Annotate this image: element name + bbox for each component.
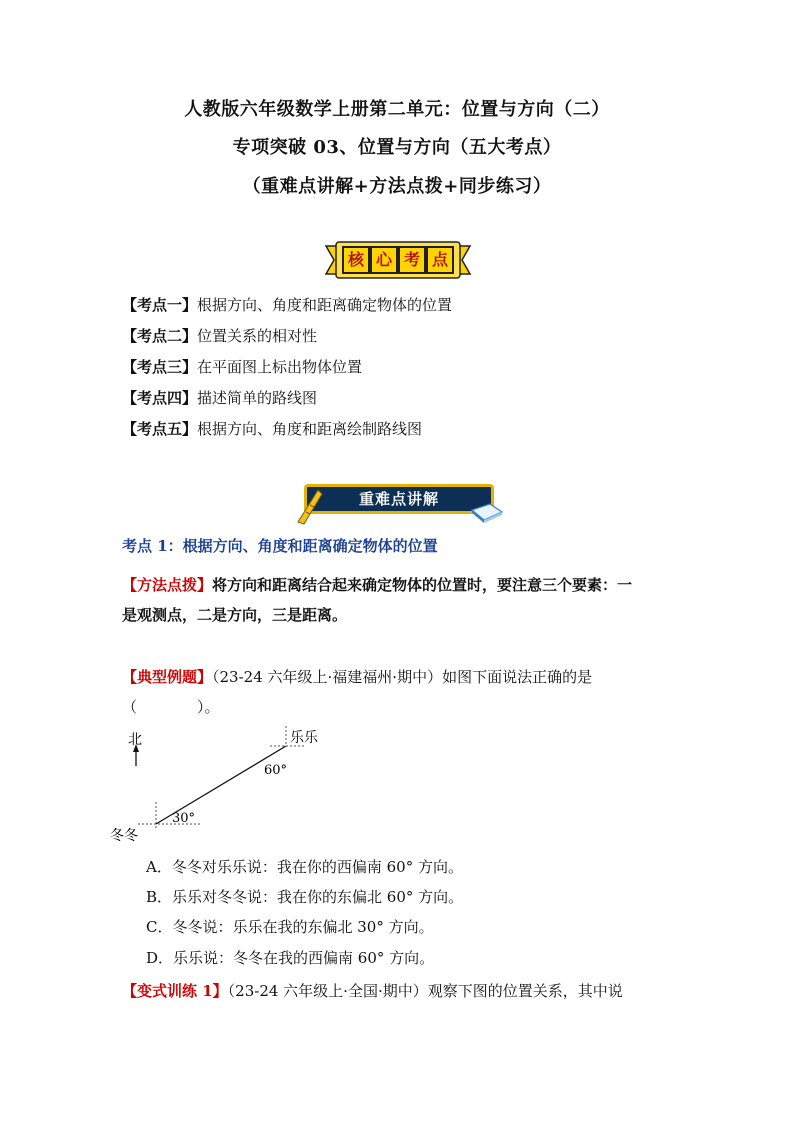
example-tag: 【典型例题】 bbox=[122, 668, 213, 686]
section-title: 考点 1：根据方向、角度和距离确定物体的位置 bbox=[122, 537, 438, 555]
ruler-icon bbox=[294, 486, 324, 526]
north-label: 北 bbox=[128, 732, 142, 748]
page-title: 人教版六年级数学上册第二单元：位置与方向（二） bbox=[184, 99, 610, 120]
variant-text: （23-24 六年级上·全国·期中）观察下图的位置关系，其中说 bbox=[227, 982, 623, 1000]
example-text: （23-24 六年级上·福建福州·期中）如图下面说法正确的是 bbox=[212, 668, 593, 686]
badge-char: 心 bbox=[370, 246, 398, 274]
banner-label: 重难点讲解 bbox=[304, 484, 494, 514]
page-subtitle: 专项突破 03、位置与方向（五大考点） bbox=[232, 137, 562, 158]
variant-tag: 【变式训练 1】 bbox=[122, 982, 228, 1000]
method-tag: 【方法点拨】 bbox=[122, 576, 213, 594]
badge-char: 核 bbox=[342, 246, 370, 274]
key-point-text: 根据方向、角度和距离绘制路线图 bbox=[197, 420, 423, 438]
option-c: C．冬冬说：乐乐在我的东偏北 30° 方向。 bbox=[146, 918, 434, 936]
option-a: A．冬冬对乐乐说：我在你的西偏南 60° 方向。 bbox=[146, 858, 463, 876]
top-point-label: 乐乐 bbox=[290, 730, 318, 746]
option-d: D．乐乐说：冬冬在我的西偏南 60° 方向。 bbox=[146, 949, 435, 967]
key-point-item bbox=[122, 387, 317, 408]
method-text-1: 将方向和距离结合起来确定物体的位置时，要注意三个要素：一 bbox=[212, 576, 633, 594]
answer-blank: （ ）。 bbox=[122, 698, 220, 716]
page-subtitle-2: （重难点讲解+方法点拨+同步练习） bbox=[242, 176, 552, 197]
book-icon bbox=[470, 500, 504, 524]
method-text-2: 是观测点，二是方向，三是距离。 bbox=[122, 606, 348, 624]
example-question bbox=[122, 662, 682, 722]
key-point-tag: 【考点一】 bbox=[122, 296, 198, 314]
key-point-tag: 【考点二】 bbox=[122, 327, 198, 345]
badge-char: 点 bbox=[426, 246, 454, 274]
core-points-badge bbox=[324, 240, 472, 284]
option-b: B．乐乐对冬冬说：我在你的东偏北 60° 方向。 bbox=[146, 888, 464, 906]
key-point-tag: 【考点三】 bbox=[122, 358, 198, 376]
key-point-item bbox=[122, 325, 317, 346]
variant-question bbox=[122, 976, 682, 1006]
badge-char: 考 bbox=[398, 246, 426, 274]
top-angle-label: 60° bbox=[264, 763, 288, 778]
key-point-item bbox=[122, 294, 452, 315]
bottom-point-label: 冬冬 bbox=[110, 828, 138, 844]
connecting-line bbox=[156, 746, 286, 824]
bottom-angle-label: 30° bbox=[172, 811, 196, 826]
key-point-item bbox=[122, 418, 422, 439]
key-point-tag: 【考点五】 bbox=[122, 420, 198, 438]
key-point-text: 位置关系的相对性 bbox=[197, 327, 318, 345]
key-point-text: 描述简单的路线图 bbox=[197, 389, 318, 407]
section-banner bbox=[298, 484, 498, 520]
key-point-text: 在平面图上标出物体位置 bbox=[197, 358, 363, 376]
method-tip bbox=[122, 570, 682, 630]
key-point-tag: 【考点四】 bbox=[122, 389, 198, 407]
direction-figure bbox=[110, 724, 350, 848]
key-point-text: 根据方向、角度和距离确定物体的位置 bbox=[197, 296, 453, 314]
key-point-item bbox=[122, 356, 362, 377]
